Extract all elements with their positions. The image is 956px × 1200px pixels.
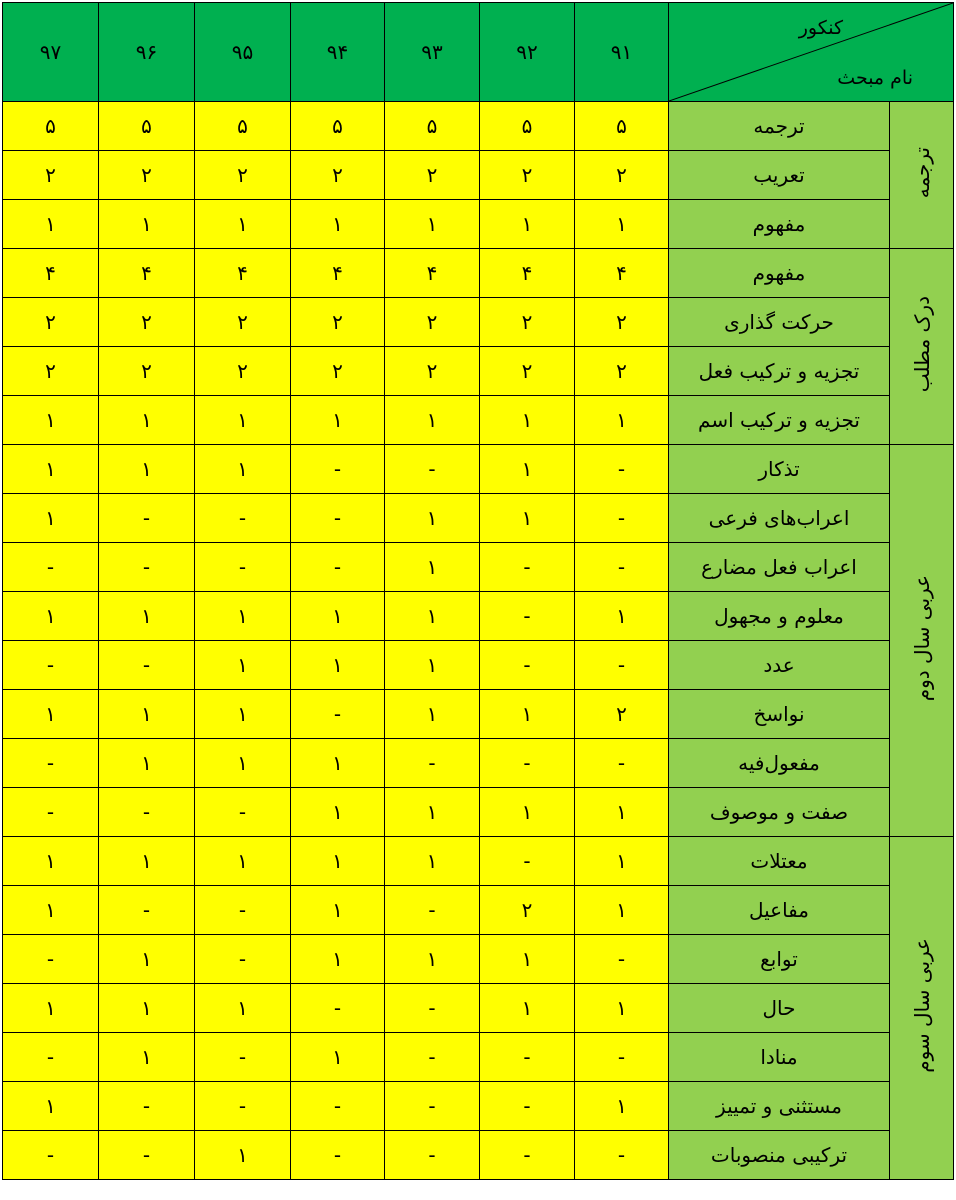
value-cell: - bbox=[99, 788, 195, 837]
value-cell: - bbox=[99, 886, 195, 935]
value-cell: ۱ bbox=[575, 200, 669, 249]
table-row bbox=[3, 690, 954, 739]
topic-cell: توابع bbox=[669, 935, 890, 984]
table-row bbox=[3, 347, 954, 396]
value-cell: ۱ bbox=[385, 788, 480, 837]
table-row bbox=[3, 837, 954, 886]
value-cell: - bbox=[385, 739, 480, 788]
value-cell: ۲ bbox=[385, 298, 480, 347]
topic-cell: حال bbox=[669, 984, 890, 1033]
year-header-5: ۹۶ bbox=[99, 3, 195, 102]
value-cell: ۱ bbox=[291, 837, 385, 886]
value-cell: ۲ bbox=[575, 347, 669, 396]
value-cell: ۲ bbox=[575, 151, 669, 200]
topic-cell: نواسخ bbox=[669, 690, 890, 739]
group-cell bbox=[890, 445, 954, 837]
value-cell: ۱ bbox=[291, 788, 385, 837]
value-cell: ۴ bbox=[3, 249, 99, 298]
value-cell: ۲ bbox=[291, 298, 385, 347]
group-label: ترجمه bbox=[909, 146, 934, 199]
topic-cell: اعراب فعل مضارع bbox=[669, 543, 890, 592]
value-cell: ۱ bbox=[195, 739, 291, 788]
value-cell: - bbox=[385, 445, 480, 494]
value-cell: ۲ bbox=[385, 347, 480, 396]
value-cell: - bbox=[291, 445, 385, 494]
value-cell: - bbox=[99, 494, 195, 543]
table-row bbox=[3, 494, 954, 543]
value-cell: ۱ bbox=[480, 984, 575, 1033]
value-cell: ۱ bbox=[291, 886, 385, 935]
value-cell: ۱ bbox=[291, 739, 385, 788]
value-cell: ۱ bbox=[3, 690, 99, 739]
year-header-4: ۹۵ bbox=[195, 3, 291, 102]
value-cell: ۱ bbox=[99, 592, 195, 641]
value-cell: ۲ bbox=[291, 347, 385, 396]
topic-cell: مستثنی و تمییز bbox=[669, 1082, 890, 1131]
table-row bbox=[3, 1033, 954, 1082]
value-cell: - bbox=[99, 1082, 195, 1131]
value-cell: ۱ bbox=[291, 396, 385, 445]
value-cell: ۴ bbox=[195, 249, 291, 298]
table-row bbox=[3, 200, 954, 249]
topic-cell: تجزیه و ترکیب فعل bbox=[669, 347, 890, 396]
value-cell: ۲ bbox=[480, 151, 575, 200]
value-cell: - bbox=[480, 837, 575, 886]
value-cell: ۱ bbox=[385, 690, 480, 739]
value-cell: - bbox=[575, 641, 669, 690]
value-cell: - bbox=[3, 739, 99, 788]
table-row bbox=[3, 592, 954, 641]
value-cell: - bbox=[291, 494, 385, 543]
value-cell: - bbox=[575, 1131, 669, 1180]
value-cell: ۱ bbox=[480, 396, 575, 445]
value-cell: - bbox=[3, 1131, 99, 1180]
group-label: درک مطلب bbox=[909, 295, 934, 393]
value-cell: ۱ bbox=[575, 886, 669, 935]
table-body bbox=[3, 102, 954, 1180]
value-cell: ۱ bbox=[291, 592, 385, 641]
value-cell: ۵ bbox=[480, 102, 575, 151]
year-header-1: ۹۲ bbox=[480, 3, 575, 102]
value-cell: - bbox=[480, 1082, 575, 1131]
value-cell: - bbox=[195, 1082, 291, 1131]
value-cell: - bbox=[291, 1082, 385, 1131]
table-row bbox=[3, 935, 954, 984]
topic-cell: ترکیبی منصوبات bbox=[669, 1131, 890, 1180]
value-cell: ۵ bbox=[195, 102, 291, 151]
value-cell: ۱ bbox=[291, 200, 385, 249]
value-cell: ۱ bbox=[3, 200, 99, 249]
table-row bbox=[3, 102, 954, 151]
year-header-2: ۹۳ bbox=[385, 3, 480, 102]
value-cell: - bbox=[3, 788, 99, 837]
value-cell: ۱ bbox=[3, 984, 99, 1033]
value-cell: ۱ bbox=[575, 592, 669, 641]
value-cell: ۱ bbox=[195, 445, 291, 494]
value-cell: ۱ bbox=[3, 886, 99, 935]
value-cell: ۱ bbox=[575, 788, 669, 837]
value-cell: ۱ bbox=[195, 837, 291, 886]
year-header-6: ۹۷ bbox=[3, 3, 99, 102]
table-row bbox=[3, 151, 954, 200]
topic-cell: مفهوم bbox=[669, 200, 890, 249]
value-cell: ۱ bbox=[195, 641, 291, 690]
table-row bbox=[3, 249, 954, 298]
value-cell: ۱ bbox=[291, 641, 385, 690]
value-cell: ۱ bbox=[195, 690, 291, 739]
value-cell: - bbox=[575, 494, 669, 543]
topic-cell: معتلات bbox=[669, 837, 890, 886]
value-cell: ۱ bbox=[3, 494, 99, 543]
value-cell: ۲ bbox=[385, 151, 480, 200]
value-cell: - bbox=[575, 1033, 669, 1082]
topic-cell: صفت و موصوف bbox=[669, 788, 890, 837]
value-cell: ۱ bbox=[195, 1131, 291, 1180]
value-cell: ۴ bbox=[480, 249, 575, 298]
table-row bbox=[3, 739, 954, 788]
year-header-3: ۹۴ bbox=[291, 3, 385, 102]
table-row bbox=[3, 396, 954, 445]
table-row bbox=[3, 984, 954, 1033]
value-cell: - bbox=[480, 1033, 575, 1082]
table-row bbox=[3, 788, 954, 837]
header-row bbox=[3, 3, 954, 102]
value-cell: ۲ bbox=[99, 347, 195, 396]
table-row bbox=[3, 886, 954, 935]
value-cell: ۱ bbox=[575, 984, 669, 1033]
value-cell: ۱ bbox=[385, 641, 480, 690]
topic-cell: حرکت گذاری bbox=[669, 298, 890, 347]
topic-cell: مفعول‌فیه bbox=[669, 739, 890, 788]
exam-label: کنکور bbox=[798, 17, 843, 39]
value-cell: ۱ bbox=[99, 935, 195, 984]
value-cell: ۱ bbox=[99, 984, 195, 1033]
value-cell: - bbox=[385, 1033, 480, 1082]
value-cell: - bbox=[195, 886, 291, 935]
value-cell: - bbox=[3, 935, 99, 984]
value-cell: ۲ bbox=[195, 151, 291, 200]
value-cell: ۲ bbox=[575, 690, 669, 739]
group-label: عربی سال سوم bbox=[909, 938, 934, 1073]
value-cell: ۵ bbox=[99, 102, 195, 151]
value-cell: ۱ bbox=[575, 1082, 669, 1131]
value-cell: ۱ bbox=[3, 445, 99, 494]
value-cell: ۴ bbox=[291, 249, 385, 298]
value-cell: - bbox=[291, 984, 385, 1033]
value-cell: ۵ bbox=[291, 102, 385, 151]
value-cell: ۱ bbox=[291, 935, 385, 984]
value-cell: ۱ bbox=[99, 837, 195, 886]
value-cell: ۱ bbox=[99, 1033, 195, 1082]
value-cell: ۲ bbox=[99, 151, 195, 200]
value-cell: ۱ bbox=[385, 543, 480, 592]
topic-cell: ترجمه bbox=[669, 102, 890, 151]
value-cell: - bbox=[385, 1082, 480, 1131]
topic-cell: تذکار bbox=[669, 445, 890, 494]
value-cell: ۱ bbox=[3, 1082, 99, 1131]
value-cell: ۱ bbox=[385, 592, 480, 641]
value-cell: ۱ bbox=[480, 788, 575, 837]
value-cell: ۱ bbox=[291, 1033, 385, 1082]
value-cell: ۱ bbox=[195, 592, 291, 641]
value-cell: ۲ bbox=[195, 347, 291, 396]
value-cell: ۲ bbox=[3, 151, 99, 200]
group-cell bbox=[890, 837, 954, 1180]
value-cell: ۱ bbox=[99, 200, 195, 249]
value-cell: - bbox=[195, 935, 291, 984]
value-cell: - bbox=[195, 1033, 291, 1082]
value-cell: ۱ bbox=[480, 690, 575, 739]
value-cell: - bbox=[195, 788, 291, 837]
value-cell: ۲ bbox=[480, 886, 575, 935]
topic-cell: معلوم و مجهول bbox=[669, 592, 890, 641]
value-cell: - bbox=[385, 886, 480, 935]
value-cell: ۴ bbox=[385, 249, 480, 298]
value-cell: - bbox=[480, 1131, 575, 1180]
value-cell: ۱ bbox=[480, 445, 575, 494]
value-cell: ۱ bbox=[385, 837, 480, 886]
topic-cell: عدد bbox=[669, 641, 890, 690]
value-cell: - bbox=[99, 1131, 195, 1180]
topic-cell: تجزیه و ترکیب اسم bbox=[669, 396, 890, 445]
value-cell: - bbox=[3, 1033, 99, 1082]
table-row bbox=[3, 1082, 954, 1131]
value-cell: ۲ bbox=[3, 347, 99, 396]
value-cell: ۱ bbox=[385, 494, 480, 543]
value-cell: ۱ bbox=[480, 935, 575, 984]
topic-cell: تعریب bbox=[669, 151, 890, 200]
group-cell bbox=[890, 249, 954, 445]
value-cell: ۲ bbox=[575, 298, 669, 347]
value-cell: - bbox=[575, 739, 669, 788]
topic-label: نام مبحث bbox=[837, 67, 913, 89]
topic-cell: مفاعیل bbox=[669, 886, 890, 935]
value-cell: - bbox=[480, 739, 575, 788]
table-row bbox=[3, 543, 954, 592]
table-row bbox=[3, 641, 954, 690]
value-cell: ۱ bbox=[99, 396, 195, 445]
value-cell: - bbox=[385, 984, 480, 1033]
value-cell: - bbox=[3, 641, 99, 690]
table-row bbox=[3, 445, 954, 494]
value-cell: ۲ bbox=[480, 298, 575, 347]
value-cell: ۱ bbox=[195, 396, 291, 445]
value-cell: - bbox=[195, 494, 291, 543]
value-cell: - bbox=[480, 641, 575, 690]
value-cell: ۱ bbox=[3, 592, 99, 641]
value-cell: - bbox=[575, 445, 669, 494]
group-label: عربی سال دوم bbox=[909, 574, 934, 702]
value-cell: ۱ bbox=[480, 200, 575, 249]
value-cell: ۵ bbox=[575, 102, 669, 151]
corner-header-cell bbox=[669, 3, 954, 102]
value-cell: ۱ bbox=[99, 690, 195, 739]
value-cell: ۲ bbox=[291, 151, 385, 200]
value-cell: - bbox=[99, 543, 195, 592]
value-cell: - bbox=[291, 543, 385, 592]
value-cell: ۲ bbox=[3, 298, 99, 347]
value-cell: ۱ bbox=[195, 984, 291, 1033]
value-cell: ۱ bbox=[3, 396, 99, 445]
value-cell: ۱ bbox=[385, 396, 480, 445]
value-cell: ۱ bbox=[195, 200, 291, 249]
table-row bbox=[3, 298, 954, 347]
value-cell: ۵ bbox=[3, 102, 99, 151]
value-cell: - bbox=[3, 543, 99, 592]
value-cell: - bbox=[575, 935, 669, 984]
topic-cell: منادا bbox=[669, 1033, 890, 1082]
value-cell: ۲ bbox=[195, 298, 291, 347]
topic-cell: مفهوم bbox=[669, 249, 890, 298]
exam-topics-table bbox=[2, 2, 954, 1180]
value-cell: ۱ bbox=[3, 837, 99, 886]
value-cell: - bbox=[575, 543, 669, 592]
value-cell: ۱ bbox=[480, 494, 575, 543]
group-cell bbox=[890, 102, 954, 249]
value-cell: - bbox=[480, 543, 575, 592]
value-cell: - bbox=[385, 1131, 480, 1180]
value-cell: ۱ bbox=[385, 935, 480, 984]
value-cell: - bbox=[291, 690, 385, 739]
value-cell: ۵ bbox=[385, 102, 480, 151]
value-cell: ۱ bbox=[385, 200, 480, 249]
value-cell: - bbox=[99, 641, 195, 690]
year-header-0: ۹۱ bbox=[575, 3, 669, 102]
value-cell: - bbox=[195, 543, 291, 592]
value-cell: ۱ bbox=[99, 445, 195, 494]
topic-cell: اعراب‌های فرعی bbox=[669, 494, 890, 543]
value-cell: ۴ bbox=[575, 249, 669, 298]
value-cell: ۲ bbox=[99, 298, 195, 347]
value-cell: ۱ bbox=[575, 396, 669, 445]
value-cell: - bbox=[291, 1131, 385, 1180]
value-cell: ۴ bbox=[99, 249, 195, 298]
table-row bbox=[3, 1131, 954, 1180]
value-cell: ۲ bbox=[480, 347, 575, 396]
value-cell: - bbox=[480, 592, 575, 641]
value-cell: ۱ bbox=[575, 837, 669, 886]
value-cell: ۱ bbox=[99, 739, 195, 788]
